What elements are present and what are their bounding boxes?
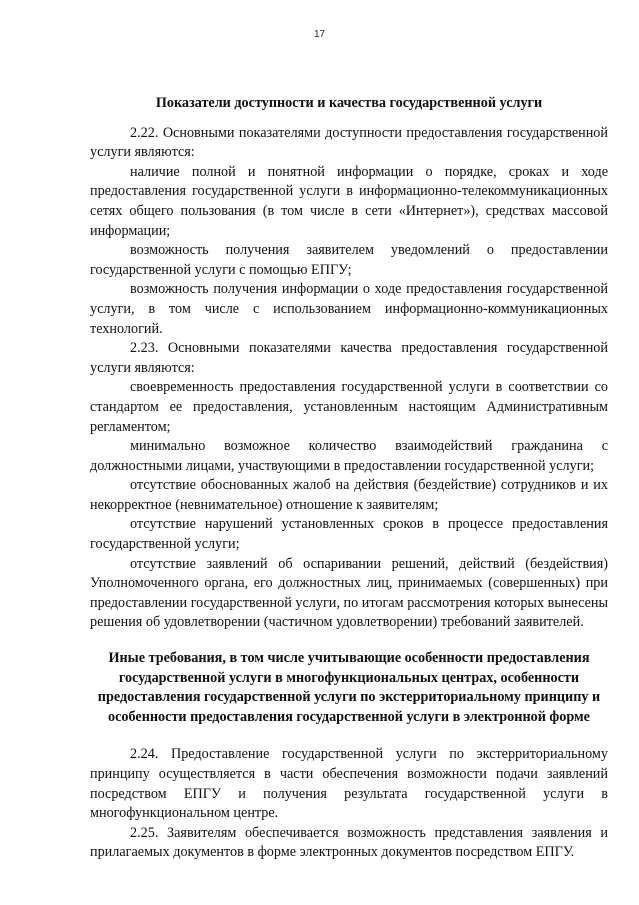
paragraph: 2.23. Основными показателями качества предоставления государственной услуги являются: (90, 340, 608, 376)
paragraph: наличие полной и понятной информации о порядке, сроках и ходе предоставления государственной услуги в информационно-телекоммуникационных сетях общего пользования (в том числе в сети «Интернет»), средствах массовой информации; (90, 163, 608, 239)
paragraph: своевременность предоставления государственной услуги в соответствии со стандартом ее предоставления, установленным настоящим Административным регламентом; (90, 379, 608, 435)
page-number: 17 (313, 29, 326, 40)
paragraph: отсутствие обоснованных жалоб на действия (бездействие) сотрудников и их некорректное (невнимательное) отношение к заявителям; (90, 477, 608, 513)
paragraph: возможность получения информации о ходе предоставления государственной услуги, в том числе с использованием информационно-коммуникационных технологий. (90, 281, 608, 337)
paragraph: отсутствие заявлений об оспаривании решений, действий (бездействия) Уполномоченного органа, его должностных лиц, принимаемых (совершенных) при предоставлении государственной услуги, по итогам рассмотрения которых вынесены решения об удовлетворении (частичном удовлетворении) требований заявителей. (90, 555, 608, 631)
paragraph: 2.25. Заявителям обеспечивается возможность представления заявления и прилагаемых документов в форме электронных документов посредством ЕПГУ. (90, 824, 608, 861)
paragraph: минимально возможное количество взаимодействий гражданина с должностными лицами, участвующими в предоставлении государственной услуги; (90, 438, 608, 474)
page-content (90, 94, 608, 863)
section-heading-other-requirements: Иные требования, в том числе учитывающие особенности предоставления государственной услуги в многофункциональных центрах, особенности предоставления государственной услуги по экстерриториальному принципу и особенности предоставления государственной услуги в электронной форме (97, 650, 601, 725)
paragraph: 2.22. Основными показателями доступности предоставления государственной услуги являются: (90, 124, 608, 161)
section-heading-accessibility: Показатели доступности и качества государственной услуги (155, 95, 543, 111)
paragraph: отсутствие нарушений установленных сроков в процессе предоставления государственной услуги; (90, 516, 608, 553)
paragraph: возможность получения заявителем уведомлений о предоставлении государственной услуги с помощью ЕПГУ; (90, 242, 608, 278)
paragraph: 2.24. Предоставление государственной услуги по экстерриториальному принципу осуществляется в части обеспечения возможности подачи заявлений посредством ЕПГУ и получения результата государственной услуги в многофункциональном центре. (90, 746, 608, 822)
